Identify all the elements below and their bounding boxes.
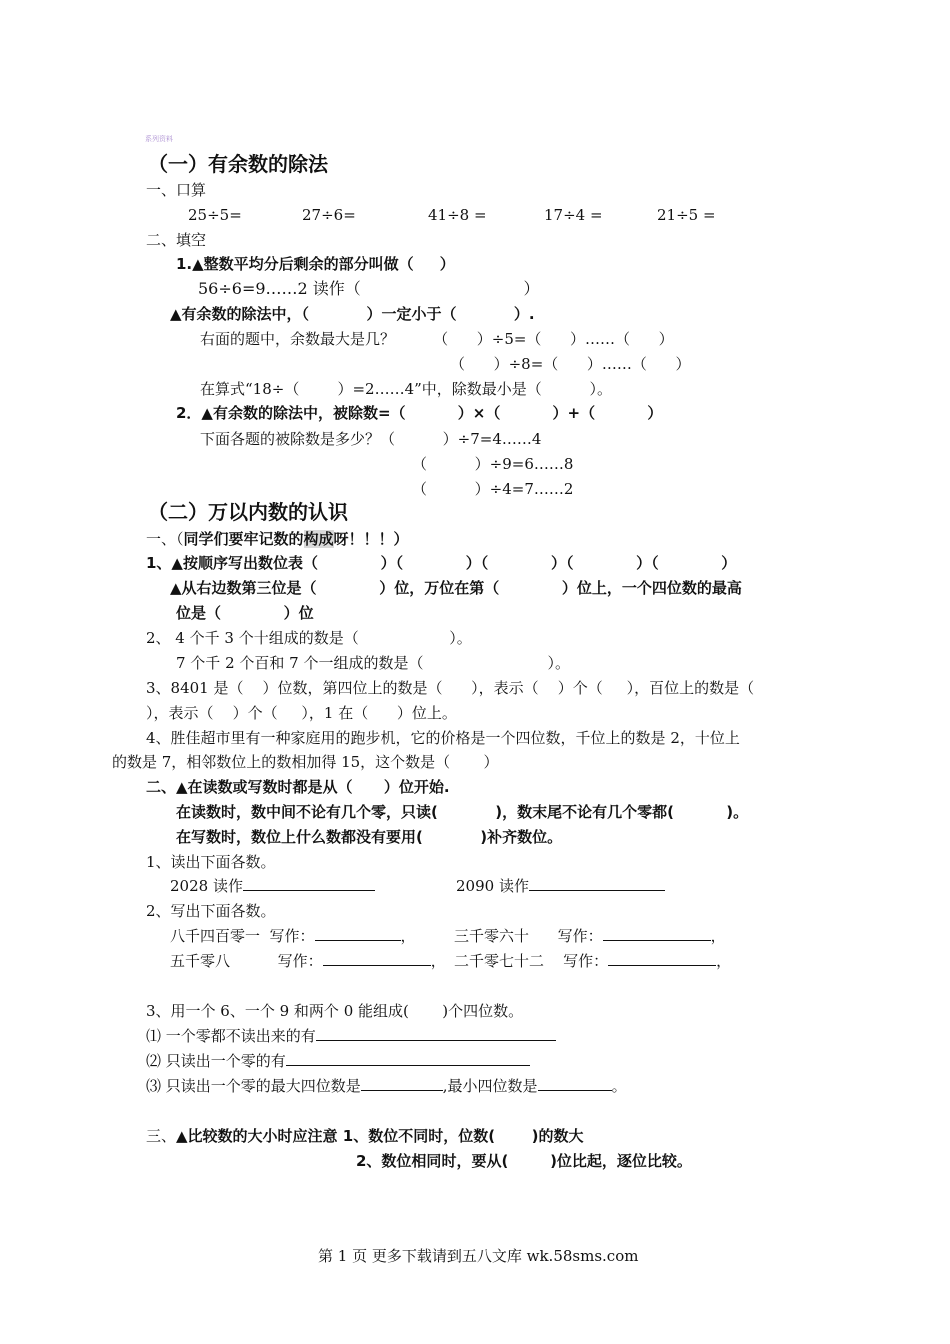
answer-blank[interactable] [323, 951, 431, 966]
write-number-3-text: 五千零八 写作： [170, 952, 323, 970]
read-numbers-label: 1、读出下面各数。 [146, 853, 276, 871]
combo-sub-1-text: ⑴ 一个零都不读出来的有 [146, 1027, 316, 1045]
part-2-label: 二、填空 [146, 231, 207, 249]
max-remainder-a: 右面的题中，余数最大是几？ （ ）÷5=（ ）……（ ） [200, 330, 674, 348]
combo-sub-2-text: ⑵ 只读出一个零的有 [146, 1052, 286, 1070]
answer-blank[interactable] [538, 1076, 612, 1091]
fill-q2: 2．▲有余数的除法中，被除数=（ ）×（ ）+（ ） [176, 404, 663, 422]
read-number-1 [170, 876, 375, 896]
compare-rule-text: ▲比较数的大小时应注意 1、数位不同时，位数( )的数大 [176, 1127, 584, 1145]
write-numbers-label: 2、写出下面各数。 [146, 902, 276, 920]
comma: ， [716, 952, 732, 970]
write-number-1-text: 八千四百零一 写作： [170, 927, 315, 945]
remainder-rule: ▲有余数的除法中，（ ）一定小于（ ）. [170, 305, 535, 323]
combo-sub-3-text-b: ,最小四位数是 [442, 1077, 538, 1095]
intro-highlight: 构成 [303, 530, 334, 548]
section-2-intro [146, 529, 409, 549]
read-question: 56÷6=9……2 读作（ ） [198, 279, 540, 298]
write-number-4-text: 二千零七十二 写作： [454, 952, 609, 970]
dividend-c: （ ）÷4=7……2 [412, 480, 574, 498]
compare-rule-b: 2、数位相同时，要从( )位比起，逐位比较。 [356, 1152, 692, 1170]
reading-rule: 二、▲在读数或写数时都是从（ ）位开始. [146, 778, 450, 796]
oral-item: 25÷5= [188, 206, 242, 224]
answer-blank[interactable] [315, 926, 401, 941]
combo-sub-1 [146, 1026, 556, 1046]
intro-suffix: 呀！！！） [333, 530, 409, 548]
intro-text: 同学们要牢记数的 [183, 530, 304, 548]
oral-item: 21÷5 = [657, 206, 716, 224]
answer-blank[interactable] [529, 876, 665, 891]
combo-sub-2 [146, 1051, 530, 1071]
read-number-2 [456, 876, 665, 896]
compose-q2a: 2、 4 个千 3 个十组成的数是（ ）。 [146, 629, 472, 647]
answer-blank[interactable] [608, 951, 716, 966]
answer-blank[interactable] [361, 1076, 443, 1091]
combo-sub-3-text: ⑶ 只读出一个零的最大四位数是 [146, 1077, 361, 1095]
treadmill-q4b: 的数是 7，相邻数位上的数相加得 15，这个数是（ ） [112, 753, 499, 771]
min-divisor: 在算式“18÷（ ）=2……4”中，除数最小是（ ）。 [200, 380, 612, 398]
comma: ， [430, 952, 446, 970]
oral-item: 27÷6= [302, 206, 356, 224]
digit-q3b: ），表示（ ）个（ ），1 在（ ）位上。 [146, 704, 457, 722]
answer-blank[interactable] [603, 926, 711, 941]
read-number-1-text: 2028 读作 [170, 877, 243, 895]
section-2-title: （二）万以内数的认识 [148, 500, 348, 524]
comma: ， [710, 927, 726, 945]
period: 。 [611, 1077, 627, 1095]
write-number-1 [170, 926, 416, 946]
answer-blank[interactable] [286, 1051, 530, 1066]
fill-q1: 1.▲整数平均分后剩余的部分叫做（ ） [176, 255, 455, 273]
oral-item: 17÷4 = [544, 206, 603, 224]
answer-blank[interactable] [316, 1026, 556, 1041]
place-value-q1: 1、▲按顺序写出数位表（ ）（ ）（ ）（ ）（ ） [146, 554, 737, 572]
oral-item: 41÷8 = [428, 206, 487, 224]
watermark: 系列资料 [145, 135, 173, 143]
place-value-q1b: ▲从右边数第三位是（ ）位，万位在第（ ）位上，一个四位数的最高 [170, 579, 742, 597]
write-number-4 [454, 951, 731, 971]
compose-q2b: 7 个千 2 个百和 7 个一组成的数是（ ）。 [176, 654, 570, 672]
place-value-q1c: 位是（ ）位 [176, 604, 314, 622]
read-number-2-text: 2090 读作 [456, 877, 529, 895]
intro-prefix: 一、（ [146, 530, 184, 548]
max-remainder-b: （ ）÷8=（ ）……（ ） [450, 355, 691, 373]
reading-rule-b: 在读数时，数中间不论有几个零，只读( )，数末尾不论有几个零都( )。 [176, 803, 749, 821]
dividend-b: （ ）÷9=6……8 [412, 455, 574, 473]
comma: ， [400, 927, 416, 945]
write-number-2 [454, 926, 726, 946]
compare-rule [146, 1126, 583, 1146]
reading-rule-c: 在写数时，数位上什么数都没有要用( )补齐数位。 [176, 828, 563, 846]
digit-q3a: 3、8401 是（ ）位数，第四位上的数是（ ），表示（ ）个（ ），百位上的数是（ [146, 679, 755, 697]
page-footer: 第 1 页 更多下载请到五八文库 wk.58sms.com [318, 1247, 639, 1265]
answer-blank[interactable] [243, 876, 375, 891]
section-1-title: （一）有余数的除法 [148, 152, 328, 176]
combo-question: 3、用一个 6、一个 9 和两个 0 能组成( )个四位数。 [146, 1002, 524, 1020]
combo-sub-3 [146, 1076, 627, 1096]
part-1-label: 一、口算 [146, 181, 207, 199]
treadmill-q4a: 4、胜佳超市里有一种家庭用的跑步机，它的价格是一个四位数，千位上的数是 2，十位上 [146, 729, 740, 747]
write-number-2-text: 三千零六十 写作： [454, 927, 603, 945]
dividend-a: 下面各题的被除数是多少？（ ）÷7=4……4 [200, 430, 542, 448]
write-number-3 [170, 951, 446, 971]
compare-prefix: 三、 [146, 1127, 177, 1145]
